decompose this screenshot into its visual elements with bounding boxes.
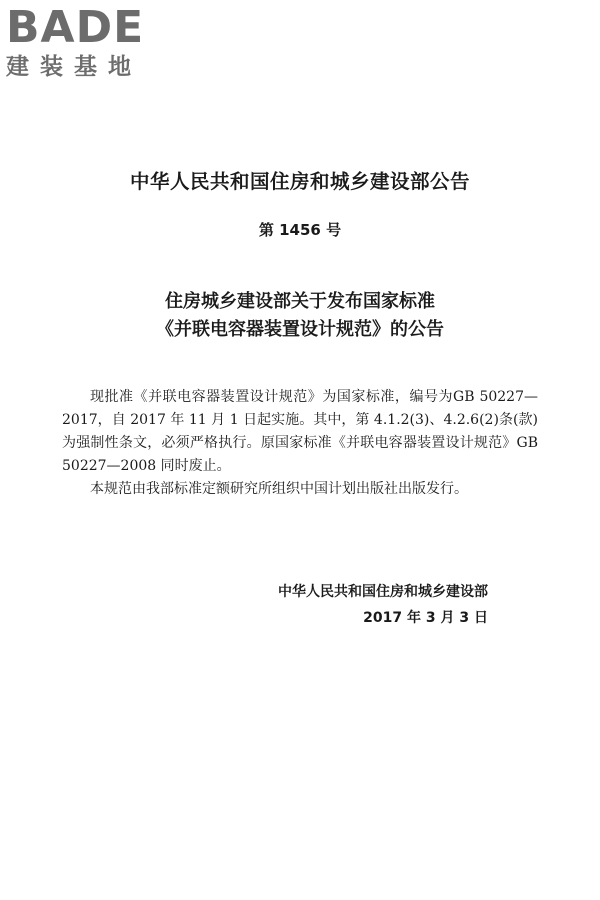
logo-subtitle: 建装基地	[6, 54, 142, 80]
announcement-body	[62, 386, 538, 501]
subject-line-2: 《并联电容器装置设计规范》的公告	[156, 319, 444, 340]
signature-block	[278, 579, 488, 631]
body-paragraph-2: 本规范由我部标准定额研究所组织中国计划出版社出版发行。	[90, 481, 468, 497]
bade-logo	[6, 4, 176, 84]
body-paragraph-1: 现批准《并联电容器装置设计规范》为国家标准，编号为GB 50227—2017，自 2017 年 11 月 1 日起实施。其中，第 4.1.2(3)、4.2.6(2)条(款)为强制性条文，必须严格执行。原国家标准《并联电容器装置设计规范》GB 50227—2008 同时废止。	[62, 389, 538, 474]
bulletin-number: 第 1456 号	[258, 221, 342, 239]
subject-line-1: 住房城乡建设部关于发布国家标准	[165, 291, 435, 312]
announcement-subject	[0, 288, 600, 344]
issuing-authority: 中华人民共和国住房和城乡建设部	[278, 584, 488, 600]
issue-date: 2017 年 3 月 3 日	[363, 610, 488, 626]
bulletin-title: 中华人民共和国住房和城乡建设部公告	[129, 170, 470, 193]
logo-wordmark: BADE	[6, 2, 145, 53]
